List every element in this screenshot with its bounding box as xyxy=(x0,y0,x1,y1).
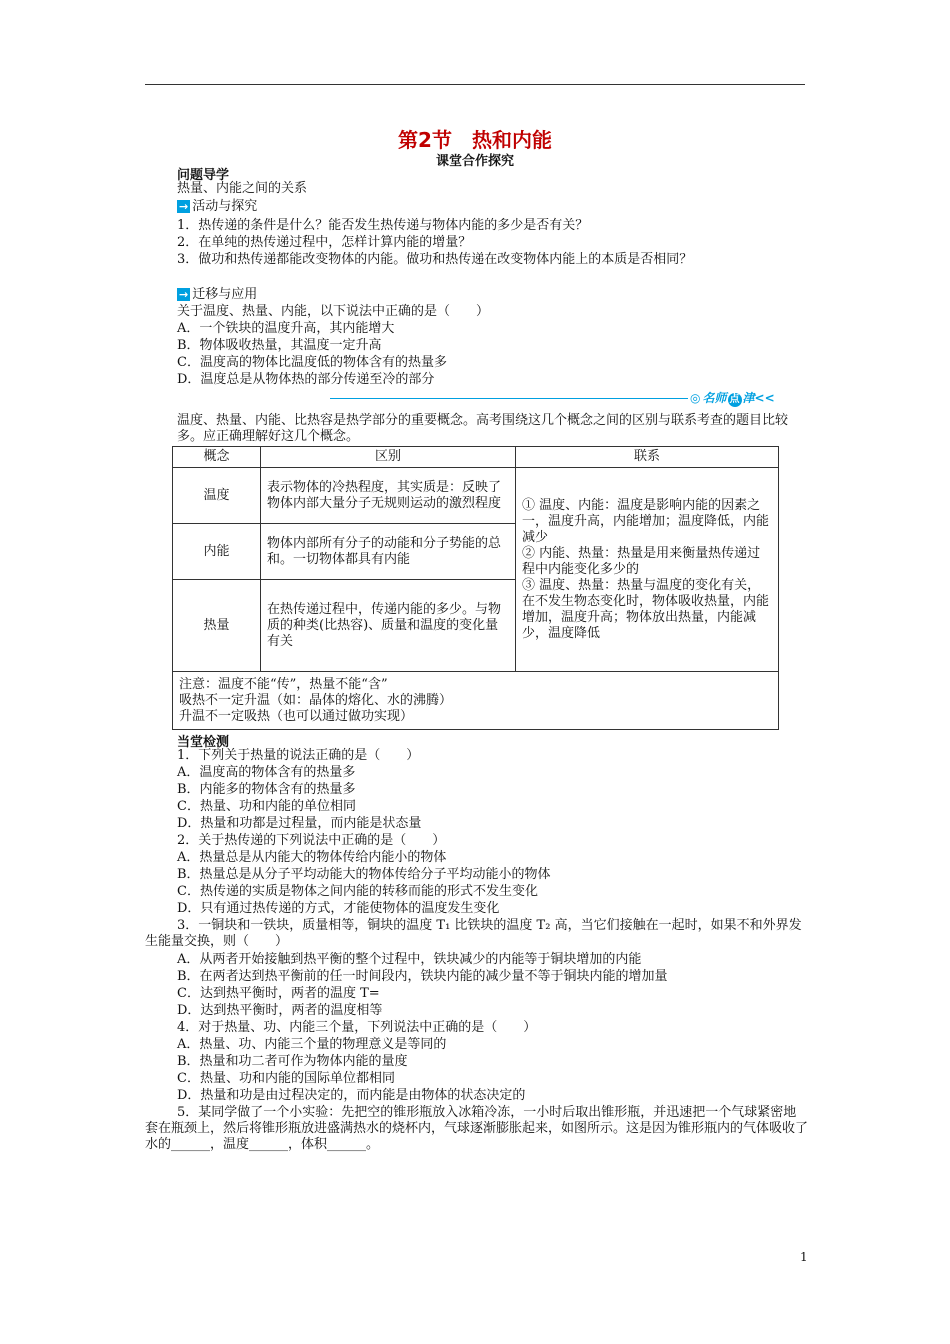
concept-table xyxy=(172,446,779,730)
arrow-right-icon: → xyxy=(179,288,189,301)
diff-cell: 表示物体的冷热程度，其实质是：反映了物体内部大量分子无规则运动的激烈程度 xyxy=(261,468,516,524)
test-line: C．热量、功和内能的国际单位都相同 xyxy=(177,1071,395,1086)
badge-dot-icon: ◎ xyxy=(690,391,701,405)
table-header: 联系 xyxy=(516,447,779,468)
table-header: 概念 xyxy=(173,447,261,468)
diff-cell: 物体内部所有分子的动能和分子势能的总和。一切物体都具有内能 xyxy=(261,524,516,580)
note-line: 升温不一定吸热（也可以通过做功实现） xyxy=(179,708,414,724)
concept-cell: 内能 xyxy=(173,524,261,580)
transfer-option-a: A．一个铁块的温度升高，其内能增大 xyxy=(177,321,395,336)
test-line: A．从两者开始接触到热平衡的整个过程中，铁块减少的内能等于铜块增加的内能 xyxy=(177,952,642,967)
arrow-right-icon: → xyxy=(179,200,189,213)
badge-rule xyxy=(330,398,688,399)
section-heading-guide: 问题导学 xyxy=(177,168,230,183)
concept-cell: 热量 xyxy=(173,580,261,672)
header-rule xyxy=(145,84,805,85)
test-line: B．在两者达到热平衡前的任一时间段内，铁块内能的减少量不等于铜块内能的增加量 xyxy=(177,969,668,984)
test-line: B．热量总是从分子平均动能大的物体传给分子平均动能小的物体 xyxy=(177,867,551,882)
transfer-tag xyxy=(177,287,257,303)
test-line: 2．关于热传递的下列说法中正确的是（ ） xyxy=(177,833,446,848)
page-subtitle: 课堂合作探究 xyxy=(435,154,514,169)
activity-q1: 1．热传递的条件是什么？能否发生热传递与物体内能的多少是否有关？ xyxy=(177,218,589,233)
concept-cell: 温度 xyxy=(173,468,261,524)
tip-intro: 温度、热量、内能、比热容是热学部分的重要概念。高考围绕这几个概念之间的区别与联系考查的题目比较多。应正确理解好这几个概念。 xyxy=(177,413,789,444)
test-line: D．热量和功都是过程量，而内能是状态量 xyxy=(177,816,422,831)
relation-cell: ① 温度、内能：温度是影响内能的因素之一，温度升高，内能增加；温度降低，内能减少 ② 内能、热量：热量是用来衡量热传递过程中内能变化多少的 ③ 温度、热量：热量与温度的变化有关，在不发生物态变化时，物体吸收热量，内能增加，温度升高；物体放出热量，内能减少，温度降低 xyxy=(516,468,779,672)
activity-tag xyxy=(177,199,257,215)
test-q5: 5．某同学做了一个小实验：先把空的锥形瓶放入冰箱冷冻，一小时后取出锥形瓶，并迅速把一个气球紧密地套在瓶颈上，然后将锥形瓶放进盛满热水的烧杯内，气球逐渐膨胀起来，如图所示。这是因为锥形瓶内的气体吸收了水的______，温度______，体积______。 xyxy=(145,1105,809,1152)
test-line: 1．下列关于热量的说法正确的是（ ） xyxy=(177,748,420,763)
test-line: C．热量、功和内能的单位相同 xyxy=(177,799,356,814)
activity-q2: 2．在单纯的热传递过程中，怎样计算内能的增量？ xyxy=(177,235,472,250)
diff-cell: 在热传递过程中，传递内能的多少。与物质的种类(比热容)、质量和温度的变化量有关 xyxy=(261,580,516,672)
transfer-question: 关于温度、热量、内能，以下说法中正确的是（ ） xyxy=(177,304,490,319)
badge-mark-icon: 点 xyxy=(729,394,740,405)
transfer-option-b: B．物体吸收热量，其温度一定升高 xyxy=(177,338,382,353)
test-line: C．达到热平衡时，两者的温度 T= xyxy=(177,986,380,1001)
transfer-label: 迁移与应用 xyxy=(192,287,258,302)
page-number: 1 xyxy=(800,1250,808,1264)
table-header: 区别 xyxy=(261,447,516,468)
test-line: 4．对于热量、功、内能三个量，下列说法中正确的是（ ） xyxy=(177,1020,537,1035)
test-line: B．热量和功二者可作为物体内能的量度 xyxy=(177,1054,408,1069)
test-line: B．内能多的物体含有的热量多 xyxy=(177,782,356,797)
test-q3: 3．一铜块和一铁块，质量相等，铜块的温度 T₁ 比铁块的温度 T₂ 高，当它们接触在一起时，如果不和外界发生能量交换，则（ ） xyxy=(145,918,802,949)
test-line: A．热量总是从内能大的物体传给内能小的物体 xyxy=(177,850,447,865)
test-line: D．达到热平衡时，两者的温度相等 xyxy=(177,1003,383,1018)
teacher-tip-badge: ◎ 名师 点 津<< xyxy=(690,391,775,405)
activity-q3: 3．做功和热传递都能改变物体的内能。做功和热传递在改变物体内能上的本质是否相同？ xyxy=(177,252,693,267)
page-title: 第2节 热和内能 xyxy=(398,128,552,152)
test-line: A．温度高的物体含有的热量多 xyxy=(177,765,356,780)
transfer-option-d: D．温度总是从物体热的部分传递至冷的部分 xyxy=(177,372,435,387)
activity-label: 活动与探究 xyxy=(192,199,258,214)
topic-line: 热量、内能之间的关系 xyxy=(177,181,308,196)
transfer-option-c: C．温度高的物体比温度低的物体含有的热量多 xyxy=(177,355,447,370)
test-line: C．热传递的实质是物体之间内能的转移而能的形式不发生变化 xyxy=(177,884,538,899)
notes-cell xyxy=(173,672,779,730)
test-line: A．热量、功、内能三个量的物理意义是等同的 xyxy=(177,1037,447,1052)
section-heading-test: 当堂检测 xyxy=(177,735,230,750)
test-line: D．热量和功是由过程决定的，而内能是由物体的状态决定的 xyxy=(177,1088,526,1103)
test-line: D．只有通过热传递的方式，才能使物体的温度发生变化 xyxy=(177,901,500,916)
note-line: 吸热不一定升温（如：晶体的熔化、水的沸腾） xyxy=(179,692,453,708)
note-line: 注意：温度不能“传”，热量不能“含” xyxy=(179,676,388,692)
